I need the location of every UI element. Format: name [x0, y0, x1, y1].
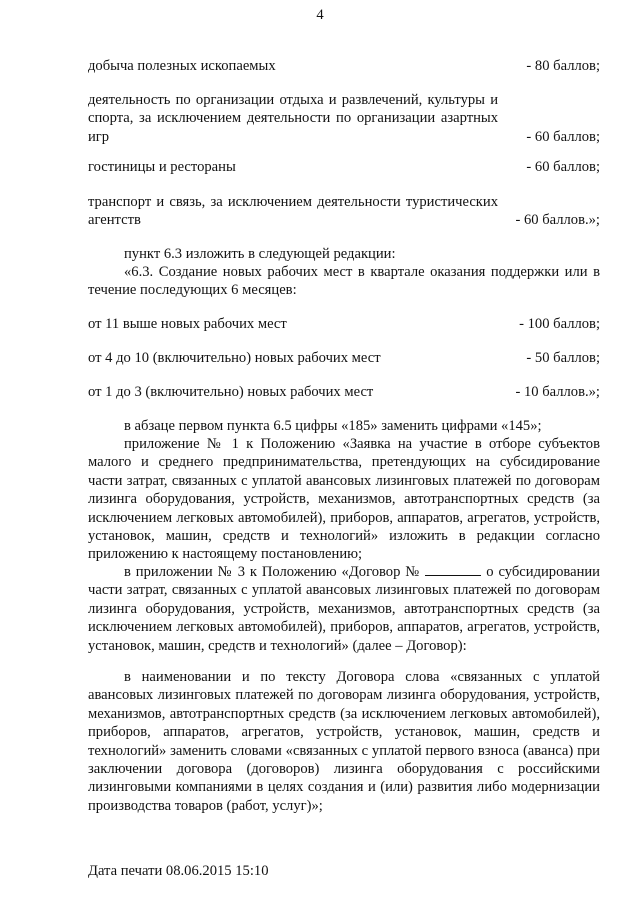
score-label: от 1 до 3 (включительно) новых рабочих мест — [88, 384, 374, 400]
page-number: 4 — [316, 7, 324, 23]
p-appendix-3-rest: о субсидировании части затрат, связанных с уплатой авансовых лизинговых платежей по договорам лизинга оборудования, устройств, механизмов, автотранспортных средств (за исключением легковых автомобилей), приборов, аппаратов, агрегатов, устройств, установок, машин, средств и технологий» (далее – Договор): — [88, 564, 600, 654]
score-row-mining — [88, 57, 600, 75]
score-value: - 60 баллов; — [526, 128, 600, 145]
score-value: - 10 баллов.»; — [515, 384, 600, 400]
score-label: добыча полезных ископаемых — [88, 58, 276, 74]
score-row-transport — [88, 193, 600, 230]
score-row-hotels — [88, 158, 600, 176]
score-value: - 80 баллов; — [526, 58, 600, 74]
score-label: деятельность по организации отдыха и развлечений, культуры и спорта, за исключением деятельности по организации азартных игр — [88, 92, 498, 145]
p-naming: в наименовании и по тексту Договора слова «связанных с уплатой авансовых лизинговых платежей по договорам лизинга оборудования, устройств, механизмов, автотранспортных средств (за исключением легковых автомобилей), приборов, аппаратов, агрегатов, устройств, установок, машин, средств и технологий» заменить словами «связанных с уплатой первого взноса (аванса) при заключении договора (договоров) лизинга оборудования с российскими лизинговыми компаниями в целях создания и (или) развития либо модернизации производства товаров (работ, услуг)»; — [88, 669, 600, 814]
p-appendix-3-lead: в приложении № 3 к Положению «Договор № — [124, 564, 421, 580]
score-label: гостиницы и рестораны — [88, 159, 236, 175]
score-label: от 4 до 10 (включительно) новых рабочих мест — [88, 350, 381, 366]
p-appendix-3 — [88, 563, 600, 655]
score-row-jobs-4-10 — [88, 349, 600, 367]
score-label: от 11 выше новых рабочих мест — [88, 316, 287, 332]
p-6-3-text: «6.3. Создание новых рабочих мест в квартале оказания поддержки или в течение последующих 6 месяцев: — [88, 264, 600, 299]
score-row-leisure — [88, 91, 600, 146]
p-6-5: в абзаце первом пункта 6.5 цифры «185» заменить цифрами «145»; — [124, 418, 542, 434]
score-row-jobs-11 — [88, 315, 600, 333]
score-label: транспорт и связь, за исключением деятельности туристических агентств — [88, 194, 498, 229]
score-value: - 100 баллов; — [519, 316, 600, 332]
score-value: - 50 баллов; — [526, 350, 600, 366]
print-date: Дата печати 08.06.2015 15:10 — [88, 863, 269, 879]
score-value: - 60 баллов; — [526, 159, 600, 175]
score-value: - 60 баллов.»; — [515, 212, 600, 229]
p-appendix-1: приложение № 1 к Положению «Заявка на участие в отборе субъектов малого и среднего предпринимательства, претендующих на субсидирование части затрат, связанных с уплатой авансовых лизинговых платежей по договорам лизинга оборудования, устройств, механизмов, автотранспортных средств (за исключением легковых автомобилей), приборов, аппаратов, агрегатов, устройств, установок, машин, средств и технологий» изложить в редакции согласно приложению к настоящему постановлению; — [88, 436, 600, 563]
p-6-3-intro: пункт 6.3 изложить в следующей редакции: — [124, 246, 396, 262]
score-row-jobs-1-3 — [88, 383, 600, 401]
contract-number-blank — [425, 563, 481, 576]
